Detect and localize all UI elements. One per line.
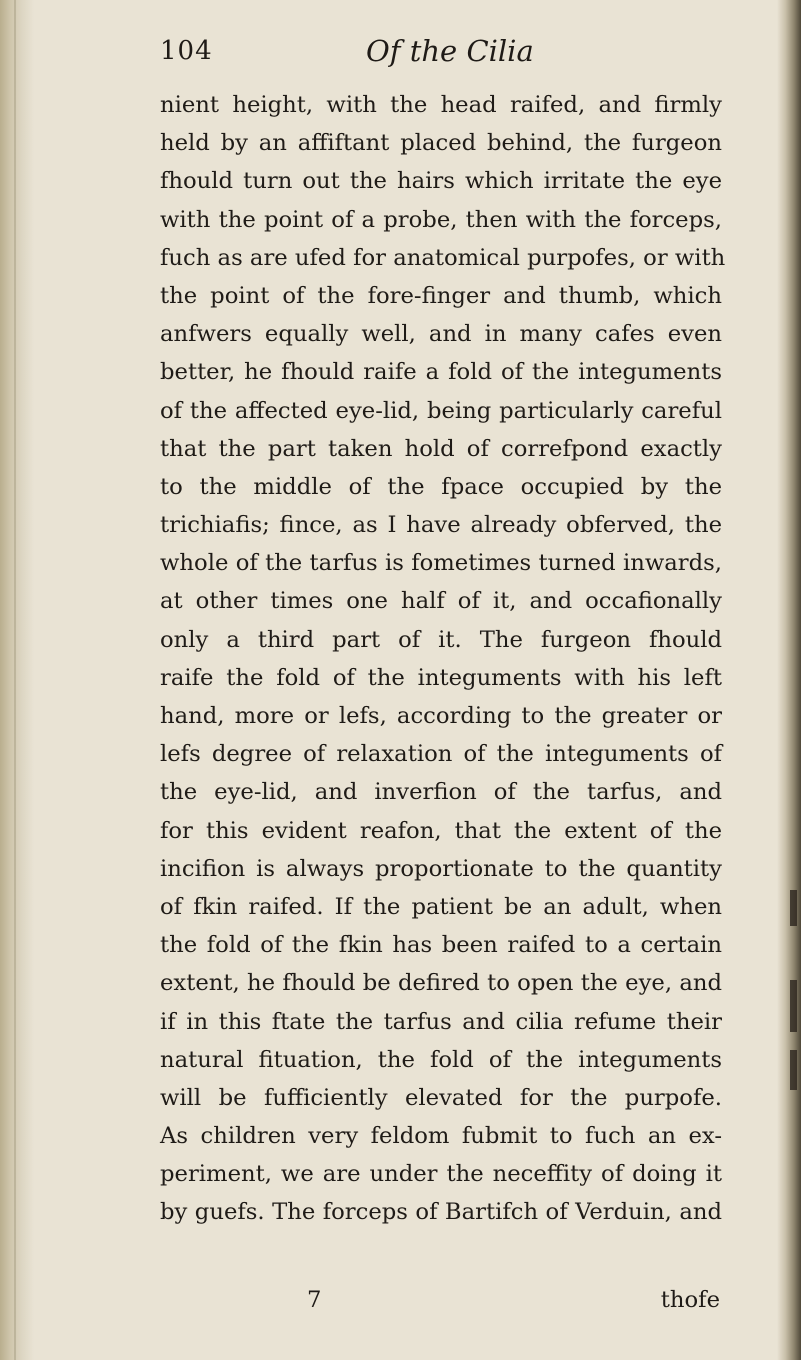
text-line: held by an affiftant placed behind, the furgeon [160,130,722,157]
page-edge-mark [790,980,797,1032]
text-line: trichiafis; fince, as I have already obferved, the [160,512,722,539]
text-line: if in this ftate the tarfus and cilia refume their [160,1008,722,1035]
text-line: hand, more or lefs, according to the greater or [160,703,722,729]
text-line: for this evident reafon, that the extent of the [160,817,722,844]
page-edge-mark [790,890,797,926]
text-line: to the middle of the fpace occupied by the [160,473,722,500]
text-line: will be fufficiently elevated for the purpofe. [160,1084,722,1111]
text-line: the point of the fore-finger and thumb, which [160,282,722,309]
text-line: incifion is always proportionate to the quantity [160,855,722,882]
text-line: natural fituation, the fold of the integuments [160,1046,722,1073]
text-line: of the affected eye-lid, being particularly careful [160,397,722,424]
page-number: 104 [160,36,213,66]
text-line: the fold of the fkin has been raifed to a certain [160,932,722,959]
text-line: of fkin raifed. If the patient be an adult, when [160,893,722,920]
text-line: extent, he fhould be defired to open the eye, and [160,970,722,997]
text-line: better, he fhould raife a fold of the integuments [160,359,722,386]
signature-mark: 7 [307,1287,322,1313]
text-line: As children very feldom fubmit to fuch an ex- [160,1123,722,1150]
binding-line [14,0,16,1360]
catchword: thofe [660,1287,720,1313]
text-line: anfwers equally well, and in many cafes even [160,321,722,348]
text-line: raife the fold of the integuments with his left [160,664,722,691]
text-line: nient height, with the head raifed, and firmly [160,92,722,118]
text-line: lefs degree of relaxation of the integuments of [160,741,722,768]
text-line: periment, we are under the neceffity of doing it [160,1161,722,1188]
text-line: by guefs. The forceps of Bartifch of Verduin, and [160,1199,722,1226]
text-line: fuch as are ufed for anatomical purpofes, or with [160,244,726,271]
page-header [160,30,720,80]
text-line: the eye-lid, and inverfion of the tarfus, and [160,779,722,806]
text-line: that the part taken hold of correfpond exactly [160,435,722,462]
text-line: at other times one half of it, and occafionally [160,588,722,615]
running-title: Of the Cilia [366,34,534,68]
text-line: fhould turn out the hairs which irritate the eye [160,168,722,195]
text-line: only a third part of it. The furgeon fhould [160,626,722,653]
text-line: with the point of a probe, then with the forceps, [160,206,722,233]
body-text [160,86,726,1232]
page-edge [777,0,801,1360]
page-edge-mark [790,1050,797,1090]
page-footer [160,1287,720,1327]
binding-gutter [0,0,34,1360]
text-line: whole of the tarfus is fometimes turned inwards, [160,550,722,577]
